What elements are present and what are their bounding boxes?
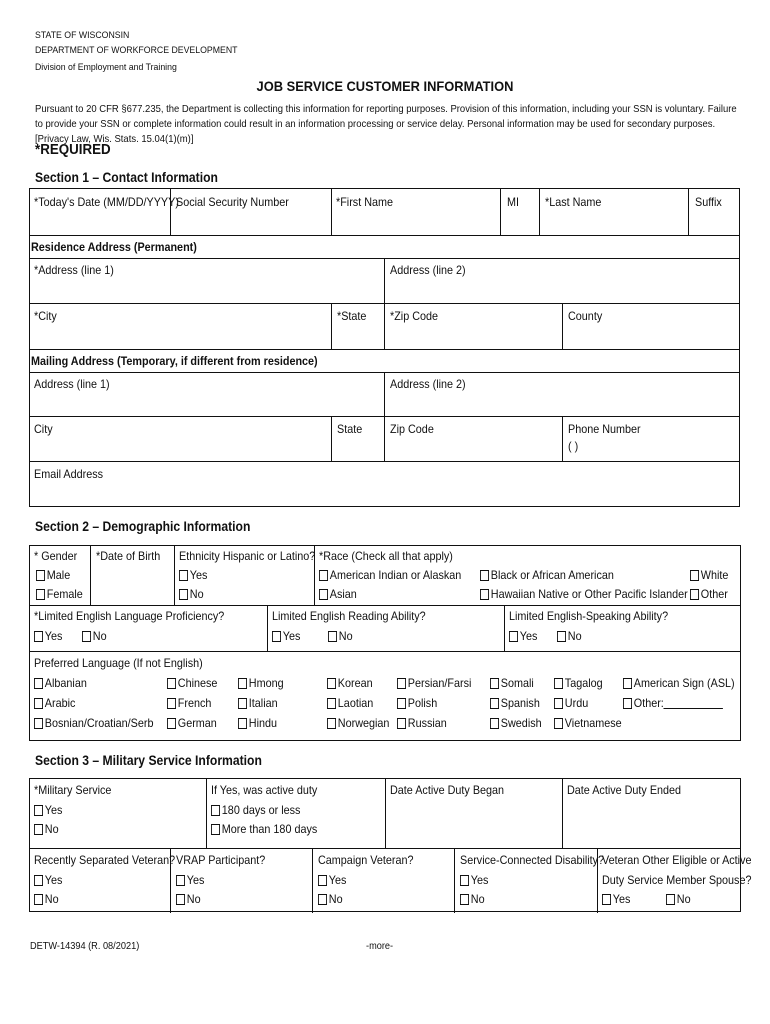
gender-label: * Gender — [34, 549, 78, 563]
campaign-yes-checkbox[interactable]: Yes — [318, 873, 346, 887]
first-name-label: *First Name — [336, 195, 394, 209]
duty-180-or-less-checkbox[interactable]: 180 days or less — [211, 803, 300, 817]
vrap-label: VRAP Participant? — [176, 853, 266, 867]
ethnicity-no-checkbox[interactable]: No — [179, 587, 204, 601]
agency-state: STATE OF WISCONSIN — [35, 30, 130, 41]
spouse-no-checkbox[interactable]: No — [666, 892, 691, 906]
form-title: JOB SERVICE CUSTOMER INFORMATION — [256, 78, 514, 94]
race-label: *Race (Check all that apply) — [319, 549, 453, 563]
military-yes-checkbox[interactable]: Yes — [34, 803, 62, 817]
reading-label: Limited English Reading Ability? — [272, 609, 426, 623]
military-no-checkbox[interactable]: No — [34, 822, 59, 836]
demographic-table — [29, 545, 741, 741]
speaking-no-checkbox[interactable]: No — [557, 629, 582, 643]
agency-division: Division of Employment and Training — [35, 62, 177, 73]
military-service-label: *Military Service — [34, 783, 112, 797]
dob-label: *Date of Birth — [96, 549, 161, 563]
spouse-label-line1: Veteran Other Eligible or Active — [602, 853, 752, 867]
gender-female-checkbox[interactable]: Female — [36, 587, 83, 601]
lang-somali-checkbox[interactable]: Somali — [490, 676, 534, 690]
lang-bosnian-checkbox[interactable]: Bosnian/Croatian/Serb — [34, 716, 153, 730]
lang-tagalog-checkbox[interactable]: Tagalog — [554, 676, 603, 690]
recent-yes-checkbox[interactable]: Yes — [34, 873, 62, 887]
section2-title: Section 2 – Demographic Information — [35, 519, 251, 534]
mi-label: MI — [507, 195, 520, 209]
lang-italian-checkbox[interactable]: Italian — [238, 696, 278, 710]
military-table — [29, 778, 752, 912]
phone-area-code: ( ) — [568, 439, 579, 453]
race-black-checkbox[interactable]: Black or African American — [480, 568, 614, 582]
residence-heading: Residence Address (Permanent) — [31, 240, 197, 254]
suffix-label: Suffix — [695, 195, 722, 209]
lang-hindu-checkbox[interactable]: Hindu — [238, 716, 277, 730]
email-label: Email Address — [34, 467, 104, 481]
privacy-notice: Pursuant to 20 CFR §677.235, the Department is collecting this information for reporting purposes. Provision of this information, including your SSN is voluntary. Failure to provide your SSN or complete information could result in an information processing or service delay. Personal information may be used for secondary purposes. [Privacy Law, Wis. Stats. 15.04(1)(m)] — [35, 104, 737, 145]
duty-more-than-180-checkbox[interactable]: More than 180 days — [211, 822, 317, 836]
gender-male-checkbox[interactable]: Male — [36, 568, 70, 582]
lang-german-checkbox[interactable]: German — [167, 716, 217, 730]
ethnicity-yes-checkbox[interactable]: Yes — [179, 568, 207, 582]
lang-russian-checkbox[interactable]: Russian — [397, 716, 447, 730]
reading-no-checkbox[interactable]: No — [328, 629, 353, 643]
lang-french-checkbox[interactable]: French — [167, 696, 211, 710]
res-address1-label: *Address (line 1) — [34, 263, 114, 277]
active-duty-label: If Yes, was active duty — [211, 783, 318, 797]
disability-yes-checkbox[interactable]: Yes — [460, 873, 488, 887]
lang-spanish-checkbox[interactable]: Spanish — [490, 696, 540, 710]
lang-arabic-checkbox[interactable]: Arabic — [34, 696, 75, 710]
race-american-indian-checkbox[interactable]: American Indian or Alaskan — [319, 568, 461, 582]
lang-albanian-checkbox[interactable]: Albanian — [34, 676, 87, 690]
spouse-yes-checkbox[interactable]: Yes — [602, 892, 630, 906]
speaking-yes-checkbox[interactable]: Yes — [509, 629, 537, 643]
race-other-checkbox[interactable]: Other — [690, 587, 728, 601]
mail-zip-label: Zip Code — [390, 422, 434, 436]
mail-address2-label: Address (line 2) — [390, 377, 466, 391]
section1-title: Section 1 – Contact Information — [35, 170, 218, 185]
lep-no-checkbox[interactable]: No — [82, 629, 107, 643]
lang-hmong-checkbox[interactable]: Hmong — [238, 676, 284, 690]
lang-laotian-checkbox[interactable]: Laotian — [327, 696, 373, 710]
disability-label: Service-Connected Disability? — [460, 853, 605, 867]
required-note: *REQUIRED — [35, 142, 111, 158]
recent-no-checkbox[interactable]: No — [34, 892, 59, 906]
more-indicator: -more- — [366, 941, 394, 952]
last-name-label: *Last Name — [545, 195, 602, 209]
lang-persian-checkbox[interactable]: Persian/Farsi — [397, 676, 471, 690]
res-address2-label: Address (line 2) — [390, 263, 466, 277]
res-city-label: *City — [34, 309, 57, 323]
vrap-yes-checkbox[interactable]: Yes — [176, 873, 204, 887]
agency-department: DEPARTMENT OF WORKFORCE DEVELOPMENT — [35, 45, 238, 56]
contact-info-table — [29, 188, 740, 507]
lep-label: *Limited English Language Proficiency? — [34, 609, 225, 623]
duty-ended-label: Date Active Duty Ended — [567, 783, 682, 797]
speaking-label: Limited English-Speaking Ability? — [509, 609, 669, 623]
recent-veteran-label: Recently Separated Veteran? — [34, 853, 176, 867]
form-id: DETW-14394 (R. 08/2021) — [30, 941, 140, 952]
mail-address1-label: Address (line 1) — [34, 377, 110, 391]
lep-yes-checkbox[interactable]: Yes — [34, 629, 62, 643]
race-hawaiian-checkbox[interactable]: Hawaiian Native or Other Pacific Islander — [480, 587, 688, 601]
lang-chinese-checkbox[interactable]: Chinese — [167, 676, 217, 690]
lang-asl-checkbox[interactable]: American Sign (ASL) — [623, 676, 735, 690]
lang-swedish-checkbox[interactable]: Swedish — [490, 716, 542, 730]
res-state-label: *State — [337, 309, 367, 323]
res-county-label: County — [568, 309, 603, 323]
ssn-label: Social Security Number — [176, 195, 289, 209]
lang-other-input[interactable] — [664, 697, 723, 709]
res-zip-label: *Zip Code — [390, 309, 439, 323]
preferred-language-label: Preferred Language (If not English) — [34, 656, 203, 670]
phone-label: Phone Number — [568, 422, 641, 436]
lang-vietnamese-checkbox[interactable]: Vietnamese — [554, 716, 622, 730]
lang-korean-checkbox[interactable]: Korean — [327, 676, 373, 690]
mail-state-label: State — [337, 422, 363, 436]
campaign-veteran-label: Campaign Veteran? — [318, 853, 414, 867]
race-white-checkbox[interactable]: White — [690, 568, 728, 582]
mailing-heading: Mailing Address (Temporary, if different from residence) — [31, 354, 318, 368]
lang-norwegian-checkbox[interactable]: Norwegian — [327, 716, 389, 730]
lang-urdu-checkbox[interactable]: Urdu — [554, 696, 588, 710]
todays-date-label: *Today's Date (MM/DD/YYYY) — [34, 195, 179, 209]
lang-other-checkbox[interactable]: Other: — [623, 696, 723, 710]
campaign-no-checkbox[interactable]: No — [318, 892, 343, 906]
section3-title: Section 3 – Military Service Information — [35, 753, 262, 768]
duty-began-label: Date Active Duty Began — [390, 783, 505, 797]
mail-city-label: City — [34, 422, 53, 436]
ethnicity-label: Ethnicity Hispanic or Latino? — [179, 549, 316, 563]
lang-polish-checkbox[interactable]: Polish — [397, 696, 437, 710]
vrap-no-checkbox[interactable]: No — [176, 892, 201, 906]
reading-yes-checkbox[interactable]: Yes — [272, 629, 300, 643]
race-asian-checkbox[interactable]: Asian — [319, 587, 357, 601]
spouse-label-line2: Duty Service Member Spouse? — [602, 873, 752, 887]
disability-no-checkbox[interactable]: No — [460, 892, 485, 906]
